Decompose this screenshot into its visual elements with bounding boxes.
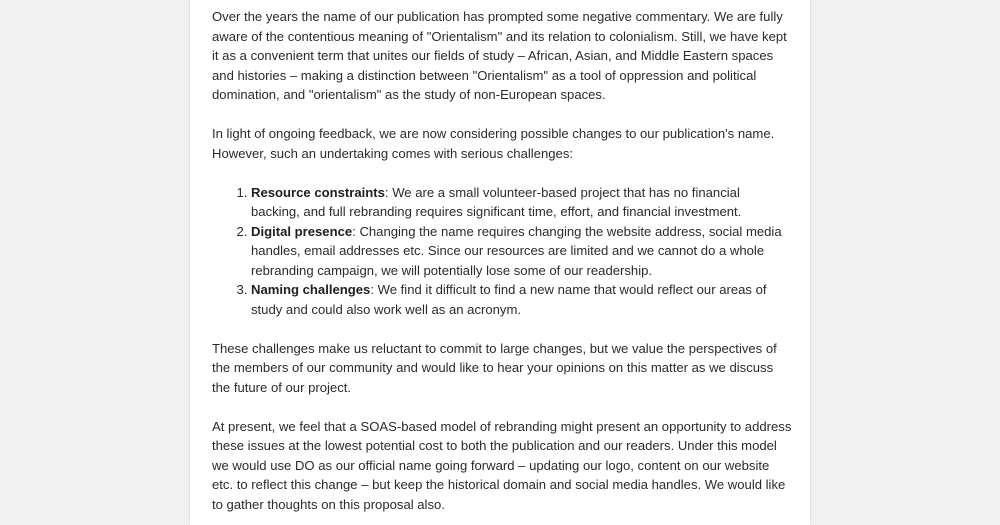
list-item-naming-challenges (251, 280, 792, 319)
paragraph-reluctance: These challenges make us reluctant to commit to large changes, but we value the perspectives of the members of our community and would like to hear your opinions on this matter as we discuss the future of our project. (212, 340, 777, 395)
list-item-text: We find it difficult to find a new name that would reflect our areas of study and could also work well as an acronym. (251, 282, 767, 317)
list-item-separator: : (384, 184, 393, 200)
paragraph-feedback: In light of ongoing feedback, we are now considering possible changes to our publication's name. However, such an undertaking comes with serious challenges: (212, 126, 775, 161)
paragraph-name-commentary: Over the years the name of our publication has prompted some negative commentary. We are fully aware of the contentious meaning of "Orientalism" and its relation to colonialism. Still, we have kept it as a convenient term that unites our fields of study – African, Asian, and Middle Eastern spaces and histories – making a distinction between "Orientalism" as a tool of oppression and political domination, and "orientalism" as the study of non-European spaces. (212, 9, 787, 102)
document-page (190, 0, 810, 525)
list-item-title: Resource constraints (251, 184, 385, 200)
document-body (212, 7, 792, 525)
list-item-resource-constraints (251, 183, 792, 222)
list-item-title: Naming challenges (251, 282, 371, 297)
list-item-separator: : (352, 223, 360, 239)
list-item-text: Changing the name requires changing the website address, social media handles, email addresses etc. Since our resources are limited and we cannot do a whole rebranding campaign, we will potentially lose some of our readership. (251, 223, 782, 278)
paragraph-soas-model: At present, we feel that a SOAS-based model of rebranding might present an opportunity to address these issues at the lowest potential cost to both the publication and our readers. Under this model we would use DO as our official name going forward – updating our logo, content on our website etc. to reflect this change – but keep the historical domain and social media handles. We would like to gather thoughts on this proposal also. (212, 418, 792, 512)
list-item-separator: : (370, 282, 378, 297)
list-item-title: Digital presence (251, 223, 353, 239)
list-item-text: We are a small volunteer-based project that has no financial backing, and full rebranding requires significant time, effort, and financial investment. (251, 184, 742, 219)
challenges-list (212, 183, 792, 320)
list-item-digital-presence (251, 222, 792, 281)
